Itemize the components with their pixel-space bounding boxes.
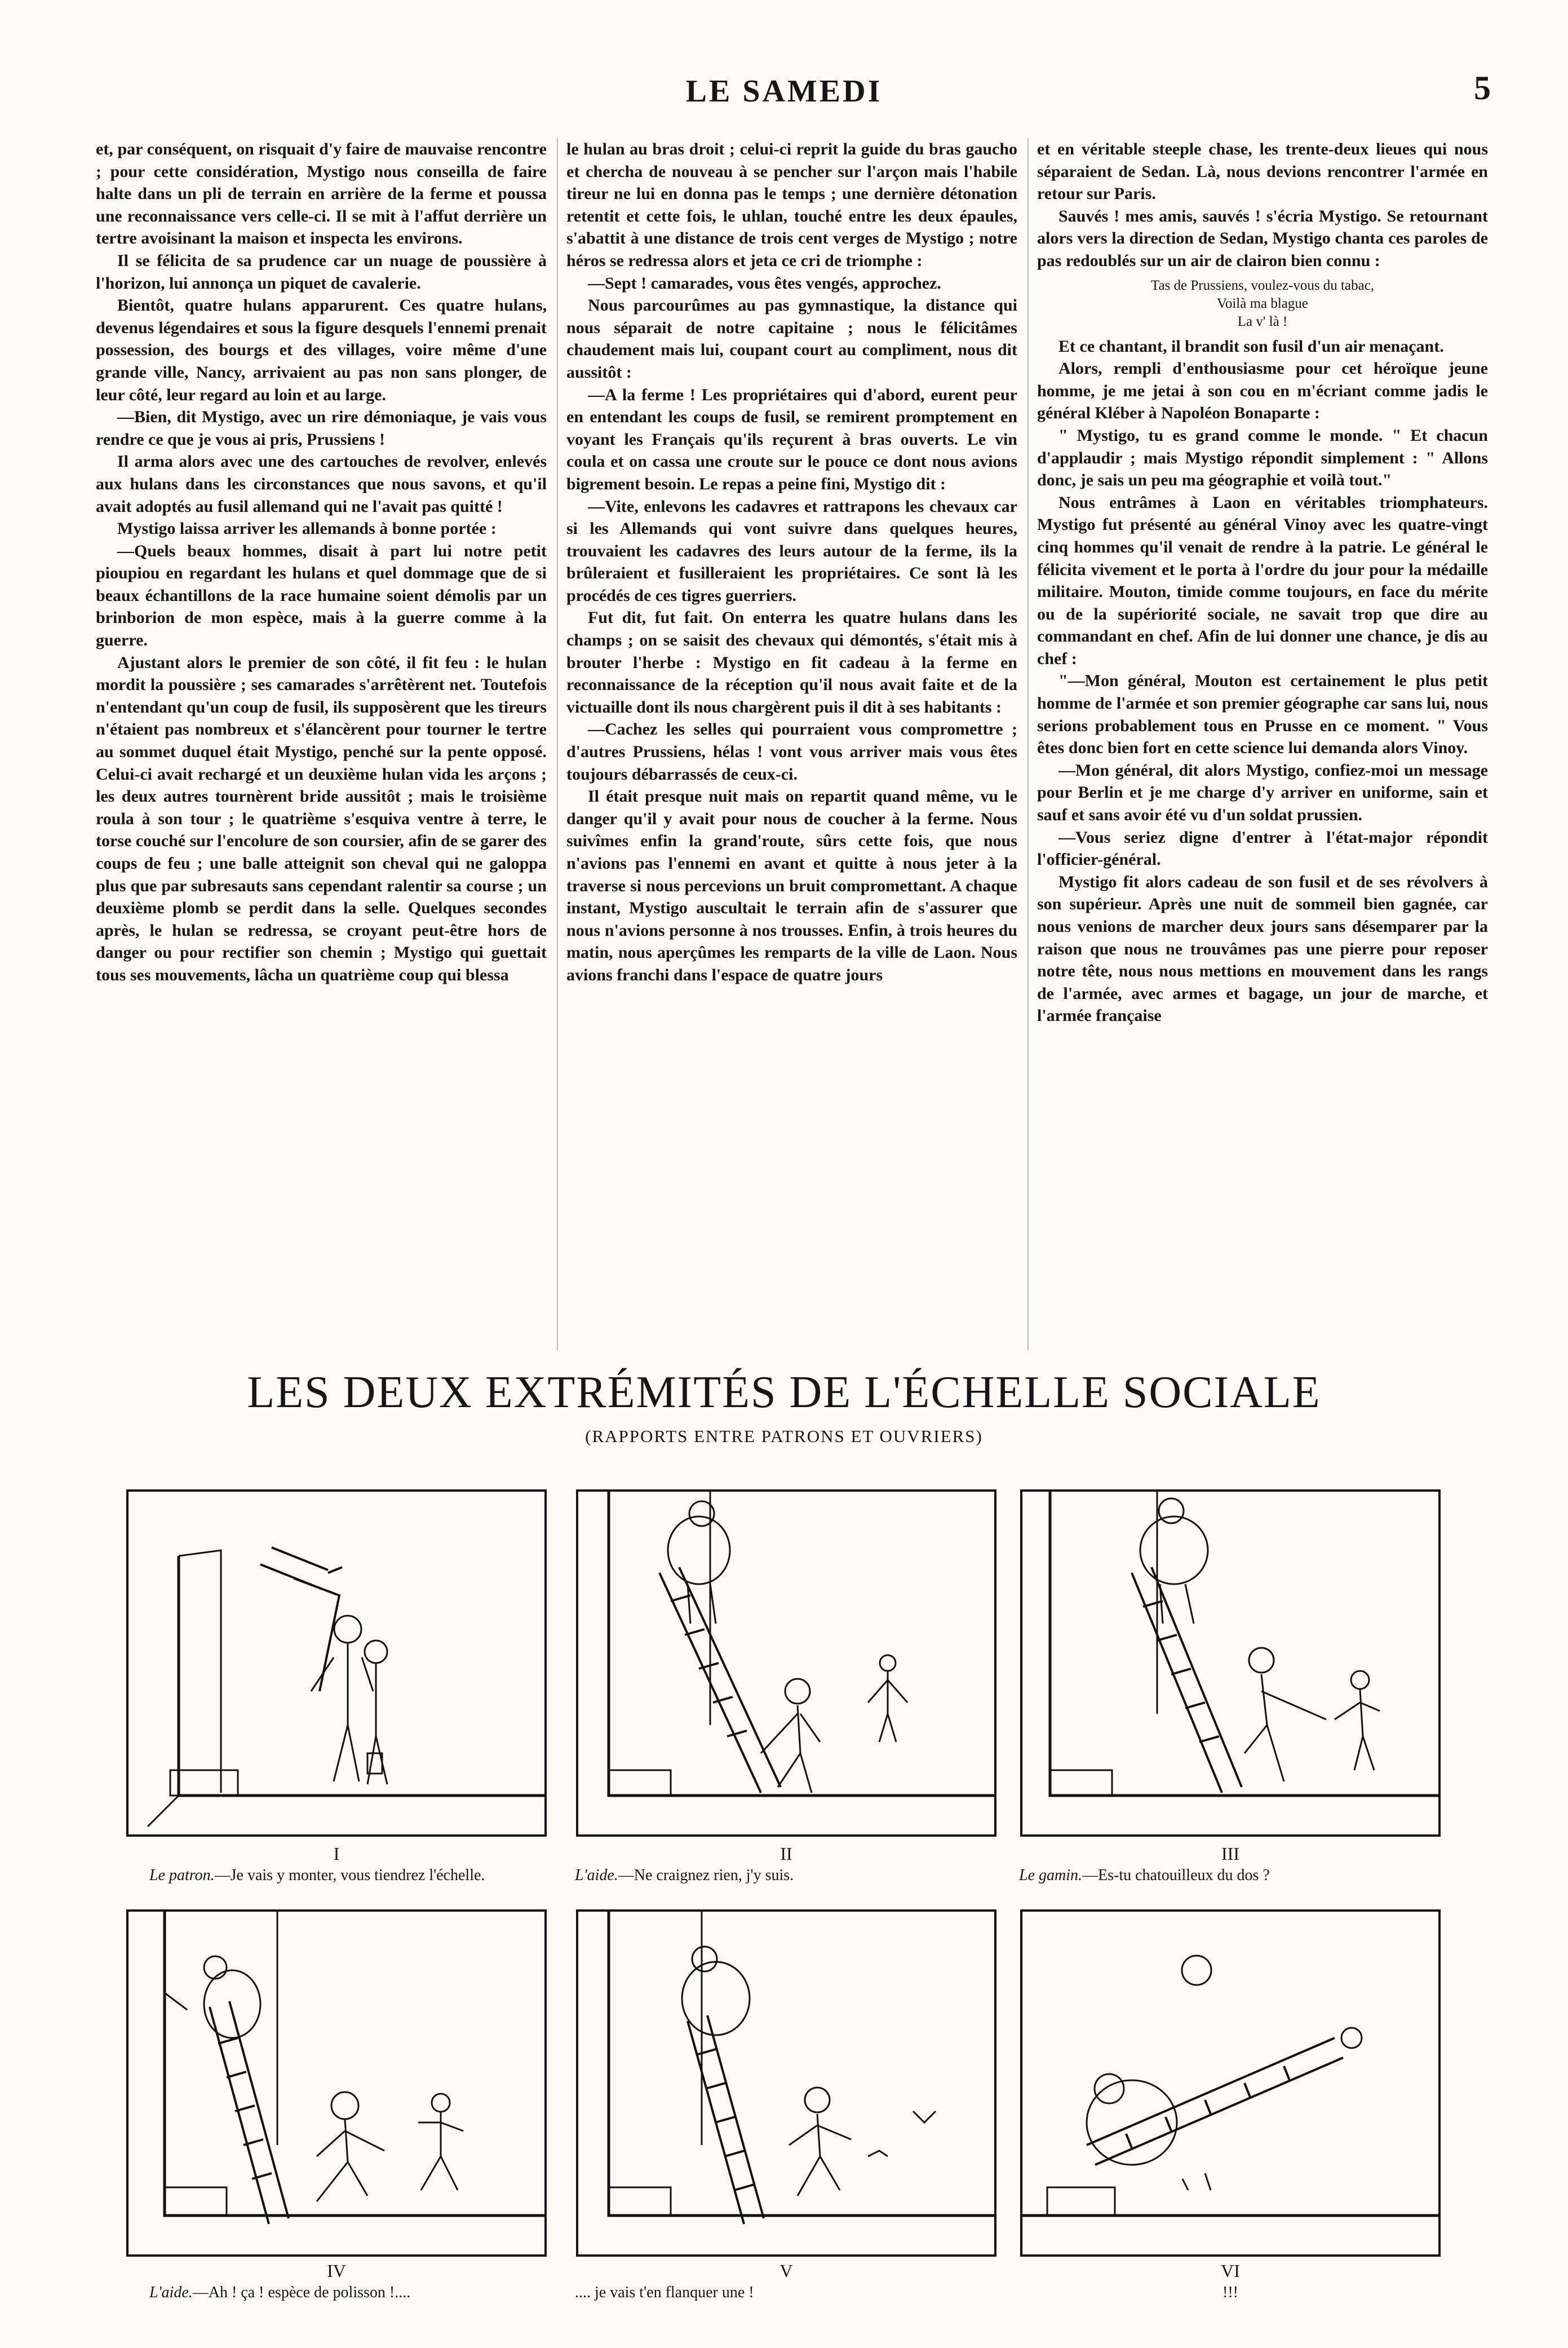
panel-numeral: II — [780, 1843, 792, 1864]
verse-line: Tas de Prussiens, voulez-vous du tabac, — [1150, 277, 1375, 293]
panel-numeral: IV — [327, 2261, 346, 2281]
caption-speaker: Le patron. — [149, 1867, 215, 1884]
paragraph: et, par conséquent, on risquait d'y faire de mauvaise rencontre ; pour cette considération, Mystigo nous conseilla de faire halte dans un pli de terrain en arrière de la ferme et poussa une reconnaissance vers celle-ci. Il se mit à l'affut derrière un tertre avoisinant la maison et inspecta les environs. — [96, 140, 547, 248]
comic-subtitle: (RAPPORTS ENTRE PATRONS ET OUVRIERS) — [585, 1426, 983, 1446]
comic-title: LES DEUX EXTRÉMITÉS DE L'ÉCHELLE SOCIALE — [247, 1368, 1321, 1417]
paragraph: " Mystigo, tu es grand comme le monde. " Et chacun d'applaudir ; mais Mystigo répondit simplement : " Allons donc, je sais un peu ma géographie et voilà tout." — [1037, 426, 1488, 490]
paragraph: Il se félicita de sa prudence car un nuage de poussière à l'horizon, lui annonça un piquet de cavalerie. — [96, 251, 547, 293]
header-title: LE SAMEDI — [685, 74, 883, 109]
paragraph: Fut dit, fut fait. On enterra les quatre hulans dans les champs ; on se saisit des chevaux qui démontés, s'était mis à brouter l'herbe : Mystigo en fit cadeau à la ferme en reconnaissance de la réception qu'il nous avait faite et de la victuaille dont ils nous chargèrent puis il dit à ses habitants : — [566, 608, 1017, 717]
comic-panel-6 — [1019, 1908, 1442, 2258]
paragraph: Nous entrâmes à Laon en véritables triomphateurs. Mystigo fut présenté au général Vinoy avec les quatre-vingt cinq hommes qu'il venait de rendre à la patrie. Le général le félicita vivement et le porta à l'ordre du jour pour la médaille militaire. Mouton, timide comme toujours, en face du mérite ou de la supériorité sociale, ne savait trop que dire au commandant en chef. Afin de lui donner une chance, je dis au chef : — [1037, 493, 1488, 668]
caption-text: —Je vais y monter, vous tiendrez l'échelle. — [214, 1867, 485, 1884]
paragraph: Et ce chantant, il brandit son fusil d'un air menaçant. — [1058, 337, 1444, 356]
paragraph: —Bien, dit Mystigo, avec un rire démoniaque, je vais vous rendre ce que je vous ai pris, Prussiens ! — [96, 408, 547, 449]
paragraph: le hulan au bras droit ; celui-ci reprit la guide du bras gaucho et chercha de nouveau à se pencher sur l'arçon mais l'habile tireur ne lui en donna pas le temps ; une dernière détonation retentit et cette fois, le uhlan, touché entre les deux épaules, s'abattit à une distance de trois cent verges de Mystigo ; notre héros se redressa alors et jeta ce cri de triomphe : — [566, 140, 1017, 270]
column-divider — [1027, 138, 1029, 1350]
panel-numeral: III — [1221, 1843, 1239, 1864]
comic-panel-3 — [1019, 1488, 1442, 1838]
verse-line: La v' là ! — [1237, 313, 1288, 329]
paragraph: Mystigo laissa arriver les allemands à bonne portée : — [117, 519, 497, 538]
paragraph: —Cachez les selles qui pourraient vous compromettre ; d'autres Prussiens, hélas ! vont vous arriver mais vous êtes toujours débarrassés de ceux-ci. — [566, 720, 1017, 784]
panel-numeral: I — [333, 1843, 340, 1864]
paragraph: —A la ferme ! Les propriétaires qui d'abord, eurent peur en entendant les coups de fusil, se remirent promptement en voyant les Français qu'ils reçurent à bras ouverts. Le vin coula et on cassa une croute sur le pouce ce dont nous avions bigrement besoin. Le repas a peine fini, Mystigo dit : — [566, 385, 1017, 493]
comic-panel-2 — [575, 1488, 998, 1838]
paragraph: Il arma alors avec une des cartouches de revolver, enlevés aux hulans dans les circonstances que nous savons, et qu'il avait adoptés au fusil allemand qui ne l'avait pas quitté ! — [96, 452, 547, 516]
paragraph: Bientôt, quatre hulans apparurent. Ces quatre hulans, devenus légendaires et sous la figure desquels l'ennemi prenait possession, des bourgs et des villages, voire même d'une grande ville, Nancy, arrivaient au pas non sans plonger, de leur côté, leur regard au loin et au large. — [96, 296, 547, 404]
paragraph: —Vite, enlevons les cadavres et rattrapons les chevaux car si les Allemands qui vont suivre dans quelques heures, trouvaient les cadavres des leurs autour de la ferme, ils la brûleraient et fusilleraient les propriétaires. Ce sont là les procédés de ces tigres guerriers. — [566, 497, 1017, 605]
panel-numeral: V — [779, 2261, 793, 2281]
panel-3-illustration — [1019, 1488, 1442, 1838]
paragraph: et en véritable steeple chase, les trente-deux lieues qui nous séparaient de Sedan. Là, nous devions rencontrer l'armée en retour sur Paris. — [1037, 140, 1488, 204]
song-verse — [1037, 277, 1488, 331]
page-number: 5 — [1474, 69, 1491, 107]
panel-4-illustration — [125, 1908, 548, 2258]
paragraph: —Mon général, dit alors Mystigo, confiez-moi un message pour Berlin et je me charge d'y arriver en uniforme, sain et sauf et sans avoir été vu d'un soldat prussien. — [1037, 760, 1488, 825]
caption-speaker: L'aide. — [149, 2284, 193, 2301]
caption-speaker: Le gamin. — [1019, 1867, 1082, 1884]
panel-caption — [575, 1866, 1015, 1885]
caption-text: —Ah ! ça ! espèce de polisson !.... — [192, 2284, 411, 2301]
paragraph: "—Mon général, Mouton est certainement le plus petit homme de l'armée et son premier géographe car sans lui, nous serions probablement tous en Prusse en ce moment. " Vous êtes donc bien fort en cette science lui demanda alors Vinoy. — [1037, 671, 1488, 758]
caption-text: .... je vais t'en flanquer une ! — [575, 2284, 754, 2301]
paragraph: Il était presque nuit mais on repartit quand même, vu le danger qu'il y avait pour nous de coucher à la ferme. Nous suivîmes enfin la grand'route, sûrs cette fois, que nous n'avions pas l'ennemi en avant et quitte à nous jeter à la traverse si nous percevions un bruit compromettant. A chaque instant, Mystigo auscultait le terrain afin de s'assurer que nous n'avions personne à nos trousses. Enfin, à trois heures du matin, nous aperçûmes les remparts de la ville de Laon. Nous avions franchi dans l'espace de quatre jours — [566, 787, 1017, 984]
paragraph: Alors, rempli d'enthousiasme pour cet héroïque jeune homme, je me jetai à son cou en m'écriant comme jadis le général Kléber à Napoléon Bonaparte : — [1037, 359, 1488, 423]
panel-caption — [149, 2283, 589, 2302]
panel-2-illustration — [575, 1488, 998, 1838]
paragraph: Nous parcourûmes au pas gymnastique, la distance qui nous séparait de notre capitaine ; nous le félicitâmes chaudement mais lui, coupant court au compliment, nous dit aussitôt : — [566, 296, 1017, 382]
comic-panel-4 — [125, 1908, 548, 2258]
panel-5-illustration — [575, 1908, 998, 2258]
paragraph: Ajustant alors le premier de son côté, il fit feu : le hulan mordit la poussière ; ses camarades s'arrêtèrent net. Toutefois n'entendant qu'un coup de fusil, ils supposèrent que les tireurs n'étaient pas nombreux et s'élancèrent pour tourner le tertre au sommet duquel était Mystigo, penché sur la pente opposé. Celui-ci avait rechargé et un deuxième hulan vida les arçons ; les deux autres tournèrent bride aussitôt ; mais le troisième roula à son tour ; le quatrième s'esquiva ventre à terre, le torse couché sur l'encolure de son coursier, afin de se garer des coups de feu ; une balle atteignit son cheval qui ne galoppa plus que par subresauts sans cependant ralentir sa course ; un deuxième plomb se perdit dans la selle. Quelques secondes après, le hulan se redressa, se croyant peut-être hors de danger ou pour rectifier son chemin ; Mystigo qui guettait tous ses mouvements, lâcha un quatrième coup qui blessa — [96, 653, 547, 984]
comic-panel-5 — [575, 1908, 998, 2258]
paragraph: —Sept ! camarades, vous êtes vengés, approchez. — [588, 273, 941, 293]
panel-6-illustration — [1019, 1908, 1442, 2258]
panel-1-illustration — [125, 1488, 548, 1838]
article-column-2 — [566, 138, 1017, 1353]
panel-caption — [575, 2283, 1015, 2302]
caption-text: —Ne craignez rien, j'y suis. — [618, 1867, 794, 1884]
article-columns — [96, 138, 1488, 1353]
comic-panel-1 — [125, 1488, 548, 1838]
paragraph: Mystigo fit alors cadeau de son fusil et de ses révolvers à son supérieur. Après une nuit de sommeil bien gagnée, car nous venions de marcher deux jours sans désemparer par la raison que nous ne trouvâmes pas une pierre pour reposer notre tête, nous nous mettions en mouvement dans les rangs de l'armée, avec armes et bagage, un jour de marche, et l'armée française — [1037, 872, 1488, 1025]
paragraph: —Vous seriez digne d'entrer à l'état-major répondit l'officier-général. — [1037, 828, 1488, 869]
verse-line: Voilà ma blague — [1217, 295, 1308, 311]
column-divider — [557, 138, 558, 1350]
paragraph: Sauvés ! mes amis, sauvés ! s'écria Mystigo. Se retournant alors vers la direction de Sedan, Mystigo chanta ces paroles de pas redoublés sur un air de clairon bien connu : — [1037, 206, 1488, 270]
caption-text: —Es-tu chatouilleux du dos ? — [1082, 1867, 1270, 1884]
panel-caption — [149, 1866, 589, 1885]
panel-caption — [1019, 1866, 1459, 1885]
caption-text: !!! — [1222, 2284, 1238, 2301]
paragraph: —Quels beaux hommes, disait à part lui notre petit pioupiou en regardant les hulans et quel dommage que de si beaux échantillons de la race humaine soient démolis par un brinborion de mon espèce, mais à la guerre comme à la guerre. — [96, 541, 547, 650]
caption-speaker: L'aide. — [575, 1867, 618, 1884]
panel-caption — [1019, 2283, 1442, 2302]
article-column-1 — [96, 138, 547, 1353]
panel-numeral: VI — [1221, 2261, 1240, 2281]
article-column-3 — [1037, 138, 1488, 1353]
